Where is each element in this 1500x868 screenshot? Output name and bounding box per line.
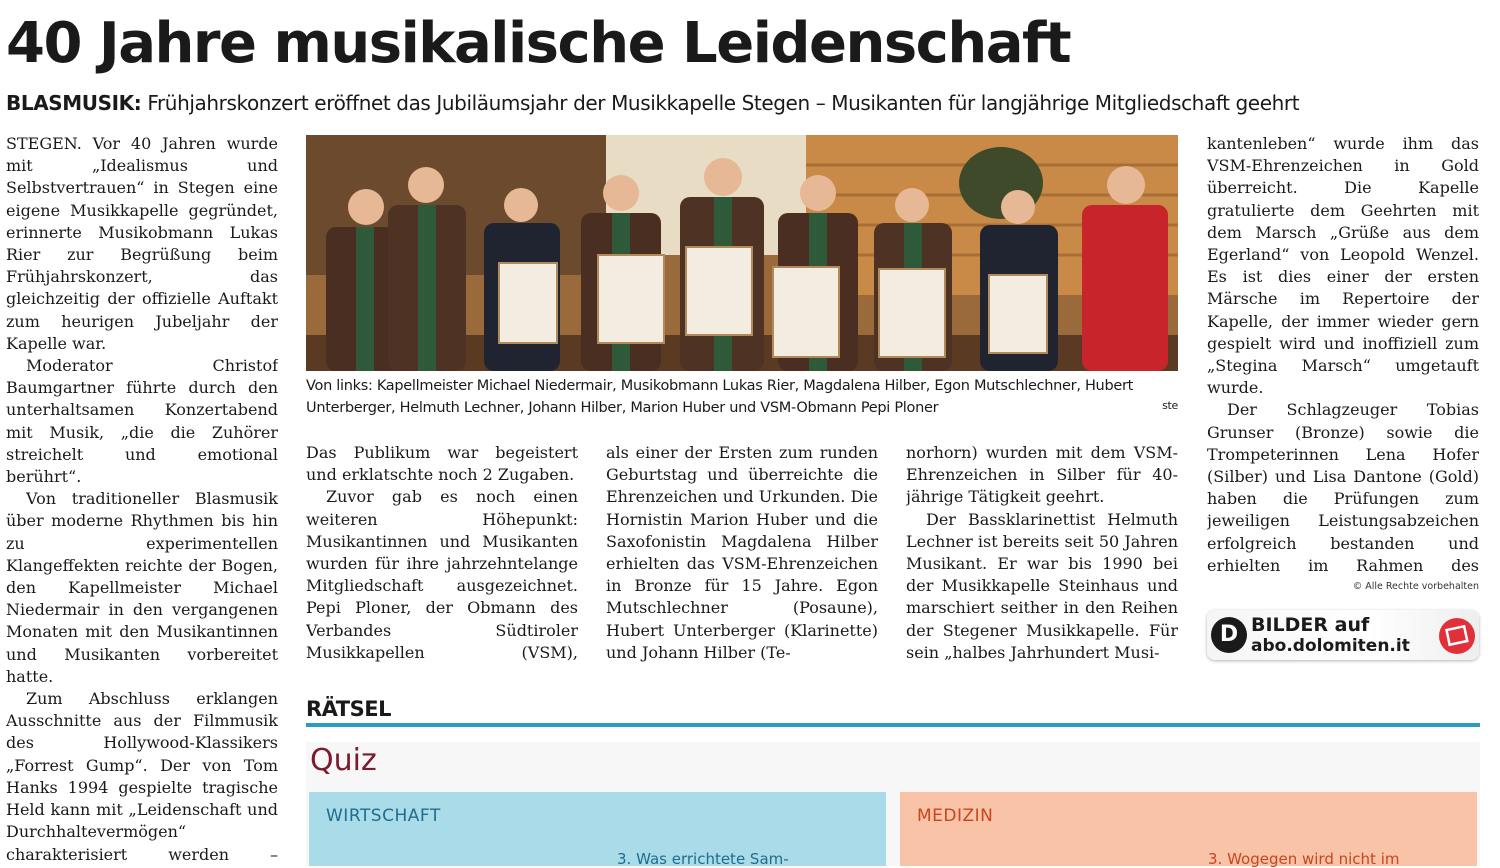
quiz-box-label: MEDIZIN (917, 806, 994, 826)
photo-caption (306, 375, 1178, 419)
quiz-title: Quiz (310, 743, 377, 778)
copyright-notice: © Alle Rechte vorbehalten (1352, 581, 1479, 592)
paragraph: norhorn) wurden mit dem VSM-Ehrenzeichen in Silber für 40-jährige Tätigkeit geehrt. (906, 443, 1178, 507)
section-heading: RÄTSEL (306, 697, 391, 721)
subheadline (6, 88, 1496, 118)
paragraph: Das Publikum war begeistert und erklatschte noch 2 Zugaben. (306, 443, 578, 485)
quiz-question: 3. Wogegen wird nicht im (1208, 850, 1400, 868)
photos-icon (1439, 618, 1475, 654)
paragraph: STEGEN. Vor 40 Jahren wurde mit „Idealismus und Selbstvertrauen“ in Stegen eine eigene Musikkapelle gegründet, erinnerte Musikobmann Lukas Rier zur Begrüßung beim Frühjahrskonzert, das gleichzeitig der offizielle Auftakt zum heurigen Jubeljahr der Kapelle war. (6, 134, 278, 353)
article-column-2 (306, 442, 578, 667)
quiz-box-wirtschaft (309, 792, 886, 866)
paragraph: Der Bassklarinettist Helmuth Lechner ist bereits seit 50 Jahren Musikant. Er war bis 1990 bei der Musikkapelle Steinhaus und marschiert seither in den Reihen der Stegener Musikkapelle. Für sein „halbes Jahrhundert Musi- (906, 509, 1178, 662)
quiz-box-medizin (900, 792, 1477, 866)
paragraph: Moderator Christof Baumgartner führte durch den unterhaltsamen Konzertabend mit Musik, „die die Zuhörer streichelt und emotional berührt“. (6, 356, 278, 487)
bilder-link[interactable]: abo.dolomiten.it (1251, 636, 1410, 656)
paragraph: kantenleben“ wurde ihm das VSM-Ehrenzeichen in Gold überreicht. Die Kapelle gratulierte dem Geehrten mit dem Marsch „Grüße aus dem Egerland“ von Leopold Wenzel. Es ist dies einer der ersten Märsche im Repertoire der Kapelle, der immer wieder gern gespielt wird und inoffiziell zum „Stegina Marsch“ umgetauft wurde. (1207, 134, 1479, 398)
article-column-1 (6, 133, 278, 866)
bilder-line-1: BILDER auf (1251, 614, 1370, 636)
article-column-4 (906, 442, 1178, 667)
subheadline-text: Frühjahrskonzert eröffnet das Jubiläumsjahr der Musikkapelle Stegen – Musikanten für langjährige Mitgliedschaft geehrt (147, 91, 1300, 115)
paragraph: Der Schlagzeuger Tobias Grunser (Bronze) sowie die Trompeterinnen Lena Hofer (Silber) und Lisa Dantone (Gold) haben die Prüfungen zum jeweiligen Leistungsabzeichen erfolgreich bestanden und erhielten im Rahmen des (1207, 400, 1479, 575)
section-divider (306, 723, 1480, 727)
paragraph: Zum Abschluss erklangen Ausschnitte aus der Filmmusik des Hollywood-Klassikers „Forrest Gump“. Der von Tom Hanks 1994 gespielte tragische Held kann mit „Leidenschaft und Durchhaltevermögen“ charakterisiert werden – (6, 689, 278, 864)
quiz-box-label: WIRTSCHAFT (326, 806, 441, 826)
headline: 40 Jahre musikalische Leidenschaft (6, 11, 1071, 76)
paragraph: Von traditioneller Blasmusik über moderne Rhythmen bis hin zu experimentellen Klangeffekten reichte der Bogen, den Kapellmeister Michael Niedermair in den vergangenen Monaten mit den Musikantinnen und Musikanten vorbereitet hatte. (6, 489, 278, 686)
paragraph: Zuvor gab es noch einen weiteren Höhepunkt: Musikantinnen und Musikanten wurden für ihre jahrzehntelange Mitgliedschaft ausgezeichnet. Pepi Ploner, der Obmann des Verbandes Südtiroler Musikkapellen (VSM), (306, 487, 578, 662)
article-column-3 (606, 442, 878, 667)
bilder-banner[interactable] (1207, 610, 1479, 660)
article-column-5 (1207, 133, 1479, 578)
group-photo (306, 135, 1178, 371)
quiz-question: 3. Was errichtete Sam- (617, 850, 789, 868)
subheadline-kicker: BLASMUSIK: (6, 91, 142, 115)
photo-credit: ste (1162, 399, 1178, 412)
caption-text: Von links: Kapellmeister Michael Niedermair, Musikobmann Lukas Rier, Magdalena Hilber, Egon Mutschlechner, Hubert Unterberger, Helmuth Lechner, Johann Hilber, Marion Huber und VSM-Obmann Pepi Ploner (306, 378, 1134, 416)
dolomiten-logo-icon: D (1211, 617, 1247, 653)
paragraph: als einer der Ersten zum runden Geburtstag und überreichte die Ehrenzeichen und Urkunden. Die Hornistin Marion Huber und die Saxofonistin Magdalena Hilber erhielten das VSM-Ehrenzeichen in Bronze für 15 Jahre. Egon Mutschlechner (Posaune), Hubert Unterberger (Klarinette) und Johann Hilber (Te- (606, 443, 878, 662)
